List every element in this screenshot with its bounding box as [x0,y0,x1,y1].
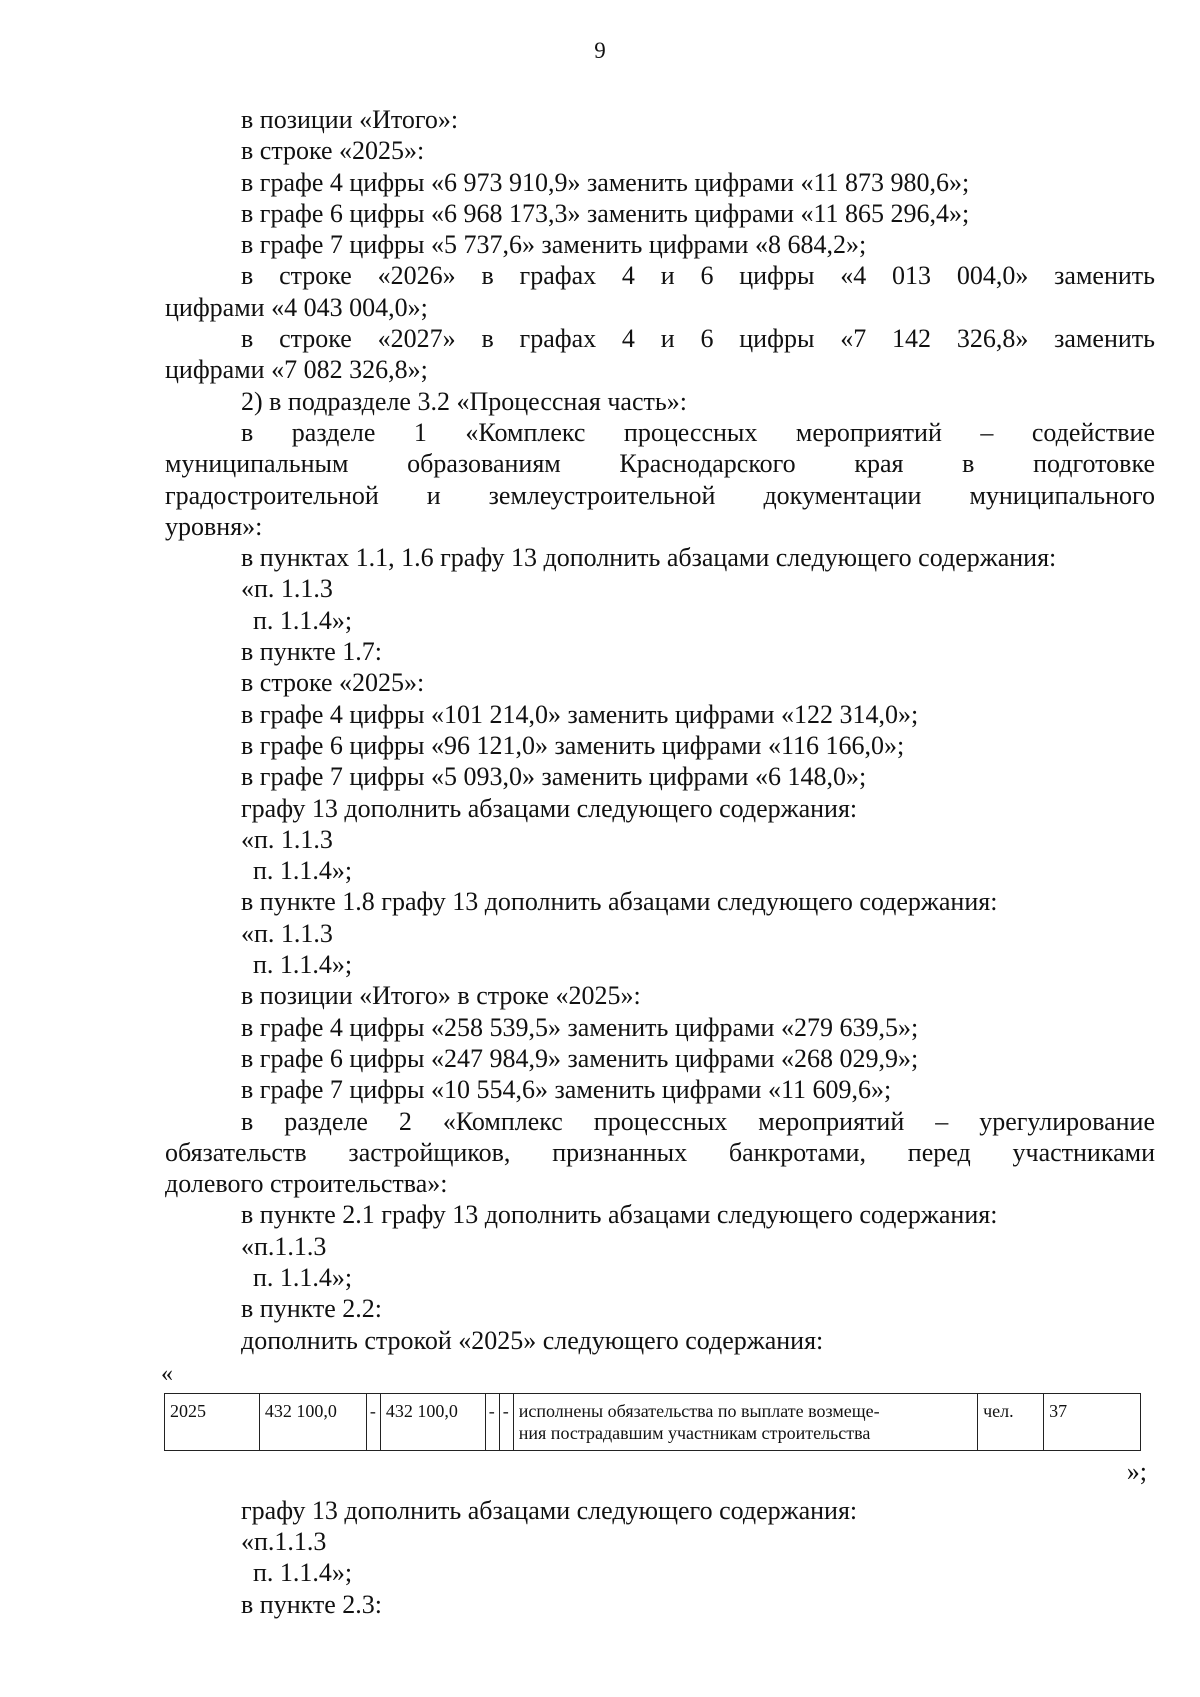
text-line: «п. 1.1.3 [241,574,333,604]
document-body [161,104,1155,1620]
text-line: п. 1.1.4»; [253,1262,353,1292]
cell-col-d: - [485,1393,499,1450]
cell-value: 37 [1044,1393,1141,1450]
text-line: в графе 6 цифры «247 984,9» заменить цифрами «268 029,9»; [241,1043,919,1073]
text-line: в строке «2027» в графах 4 и 6 цифры «7 142 326,8» заменить [241,324,1155,354]
text-line: обязательств застройщиков, признанных банкротами, перед участниками [165,1137,1155,1167]
text-line: в графе 7 цифры «10 554,6» заменить цифрами «11 609,6»; [241,1075,892,1105]
text-line: в графе 6 цифры «6 968 173,3» заменить цифрами «11 865 296,4»; [241,198,970,228]
text-line: в графе 7 цифры «5 093,0» заменить цифрами «6 148,0»; [241,762,867,792]
text-line: в графе 4 цифры «6 973 910,9» заменить цифрами «11 873 980,6»; [241,167,970,197]
inserted-row-table [164,1393,1141,1451]
text-line: в строке «2026» в графах 4 и 6 цифры «4 013 004,0» заменить [241,261,1155,291]
text-line: п. 1.1.4»; [253,605,353,635]
table-closing-quote: »; [1126,1456,1147,1486]
text-line: 2) в подразделе 3.2 «Процессная часть»: [241,386,687,416]
text-line: п. 1.1.4»; [253,856,353,886]
text-line: графу 13 дополнить абзацами следующего содержания: [241,1495,858,1525]
text-line: цифрами «4 043 004,0»; [165,292,428,322]
cell-unit: чел. [978,1393,1044,1450]
text-line: в графе 4 цифры «258 539,5» заменить цифрами «279 639,5»; [241,1012,919,1042]
text-line: в пункте 2.1 графу 13 дополнить абзацами следующего содержания: [241,1200,998,1230]
cell-col-a: 432 100,0 [259,1393,366,1450]
cell-col-e: - [499,1393,513,1450]
text-line: в пункте 1.8 графу 13 дополнить абзацами следующего содержания: [241,887,998,917]
text-line: графу 13 дополнить абзацами следующего содержания: [241,793,858,823]
text-line: цифрами «7 082 326,8»; [165,355,428,385]
text-line: в строке «2025»: [241,136,425,166]
text-line: в разделе 1 «Комплекс процессных мероприятий – содействие [241,417,1155,447]
text-line: в пункте 2.2: [241,1294,383,1324]
table-opening-quote: « [161,1360,173,1387]
text-line: уровня»: [165,511,263,541]
text-line: в графе 7 цифры «5 737,6» заменить цифрами «8 684,2»; [241,230,867,260]
text-line: в строке «2025»: [241,668,425,698]
cell-col-c: 432 100,0 [380,1393,485,1450]
text-line: «п. 1.1.3 [241,824,333,854]
text-line: в позиции «Итого» в строке «2025»: [241,981,641,1011]
text-line: в разделе 2 «Комплекс процессных мероприятий – урегулирование [241,1106,1155,1136]
text-line: градостроительной и землеустроительной документации муниципального [165,480,1155,510]
amendment-text-before-table [165,104,1155,1356]
text-line: «п.1.1.3 [241,1231,327,1261]
cell-year: 2025 [165,1393,260,1450]
page-number: 9 [594,38,606,63]
text-line: в пункте 2.3: [241,1589,383,1619]
text-line: муниципальным образованиям Краснодарского края в подготовке [165,449,1155,479]
description-line-2: ния пострадавшим участникам строительства [518,1422,871,1443]
cell-description [513,1393,977,1450]
text-line: «п. 1.1.3 [241,918,333,948]
description-line-1: исполнены обязательства по выплате возмеще- [518,1400,880,1421]
amendment-text-after-table [165,1495,1155,1620]
text-line: п. 1.1.4»; [253,1558,353,1588]
text-line: в пункте 1.7: [241,637,383,667]
table-row [165,1393,1141,1450]
text-line: «п.1.1.3 [241,1527,327,1557]
text-line: в графе 4 цифры «101 214,0» заменить цифрами «122 314,0»; [241,699,919,729]
text-line: дополнить строкой «2025» следующего содержания: [241,1325,824,1355]
text-line: долевого строительства»: [165,1169,448,1199]
cell-col-b: - [366,1393,380,1450]
text-line: в пунктах 1.1, 1.6 графу 13 дополнить абзацами следующего содержания: [241,543,1057,573]
text-line: в графе 6 цифры «96 121,0» заменить цифрами «116 166,0»; [241,730,905,760]
text-line: в позиции «Итого»: [241,105,459,134]
text-line: п. 1.1.4»; [253,950,353,980]
